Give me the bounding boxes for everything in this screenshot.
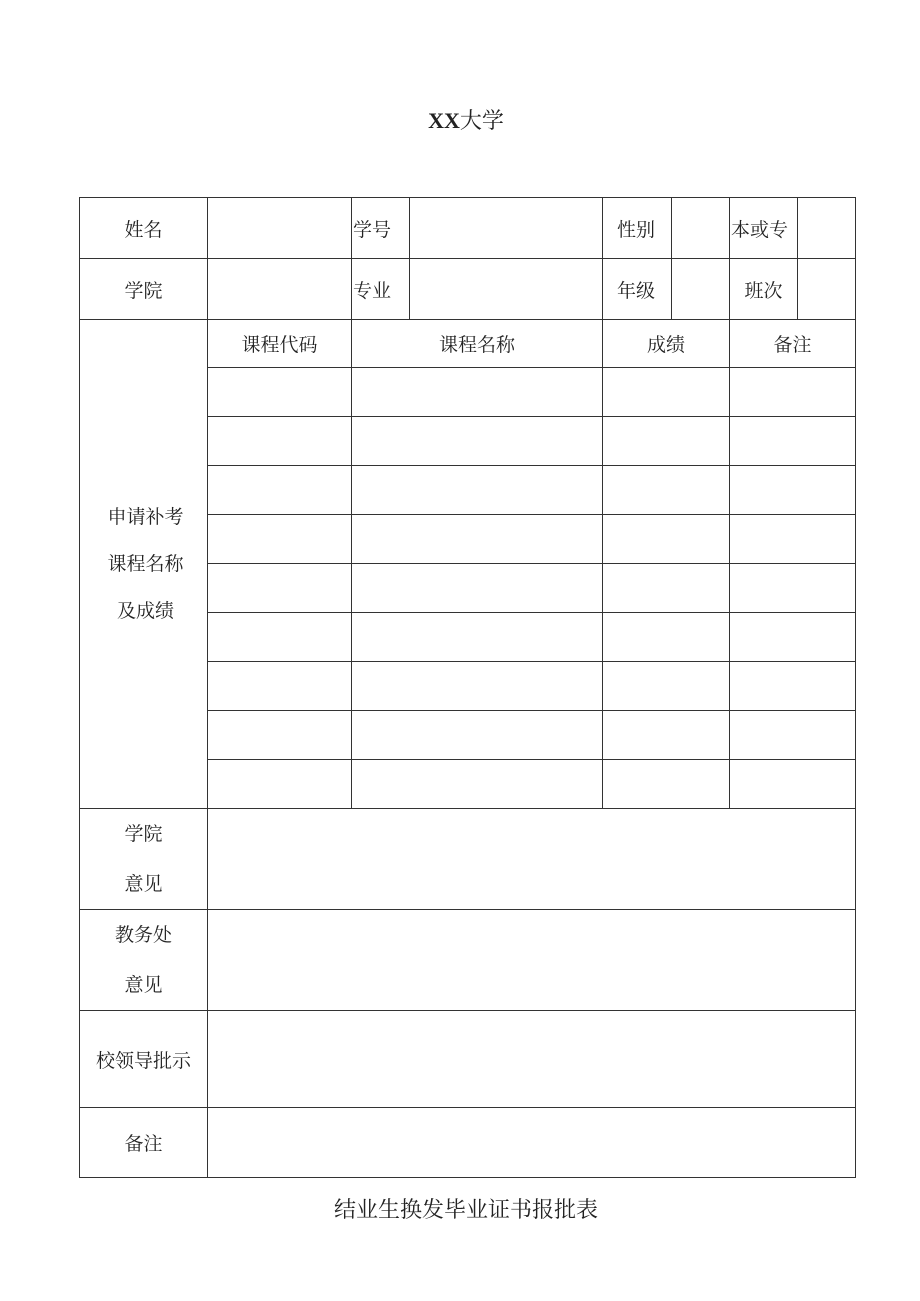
course-score-cell[interactable] bbox=[603, 466, 730, 515]
course-score-cell[interactable] bbox=[603, 368, 730, 417]
course-remark-cell[interactable] bbox=[730, 417, 856, 466]
info-row-2 bbox=[80, 259, 856, 320]
remarks-label: 备注 bbox=[80, 1108, 208, 1178]
page-title bbox=[0, 104, 920, 139]
college-opinion-row bbox=[80, 809, 856, 910]
degree-field[interactable] bbox=[798, 198, 856, 259]
info-row-1 bbox=[80, 198, 856, 259]
course-remark-cell[interactable] bbox=[730, 515, 856, 564]
course-score-cell[interactable] bbox=[603, 613, 730, 662]
student-id-field[interactable] bbox=[410, 198, 603, 259]
header-remarks: 备注 bbox=[730, 320, 856, 368]
course-code-cell[interactable] bbox=[208, 760, 352, 809]
form-title: 结业生换发毕业证书报批表 bbox=[333, 1198, 598, 1223]
college-opinion-field[interactable] bbox=[208, 809, 856, 910]
remarks-row bbox=[80, 1108, 856, 1178]
course-score-cell[interactable] bbox=[603, 564, 730, 613]
college-opinion-line: 意见 bbox=[124, 873, 163, 895]
academic-affairs-line: 意见 bbox=[124, 974, 163, 996]
college-opinion-line: 学院 bbox=[124, 823, 163, 845]
course-name-cell[interactable] bbox=[352, 466, 603, 515]
course-name-cell[interactable] bbox=[352, 515, 603, 564]
course-name-cell[interactable] bbox=[352, 417, 603, 466]
course-code-cell[interactable] bbox=[208, 368, 352, 417]
course-remark-cell[interactable] bbox=[730, 711, 856, 760]
course-name-cell[interactable] bbox=[352, 662, 603, 711]
course-section-line: 课程名称 bbox=[107, 552, 184, 575]
course-code-cell[interactable] bbox=[208, 515, 352, 564]
course-score-cell[interactable] bbox=[603, 515, 730, 564]
course-score-cell[interactable] bbox=[603, 711, 730, 760]
leader-approval-field[interactable] bbox=[208, 1011, 856, 1108]
leader-approval-row bbox=[80, 1011, 856, 1108]
college-label: 学院 bbox=[80, 259, 208, 320]
title-latin: XX bbox=[428, 108, 460, 133]
course-remark-cell[interactable] bbox=[730, 466, 856, 515]
student-id-label: 学号 bbox=[352, 198, 410, 259]
class-field[interactable] bbox=[798, 259, 856, 320]
class-label: 班次 bbox=[730, 259, 798, 320]
application-form-table bbox=[79, 197, 856, 1178]
course-remark-cell[interactable] bbox=[730, 662, 856, 711]
gender-label: 性别 bbox=[603, 198, 672, 259]
major-field[interactable] bbox=[410, 259, 603, 320]
degree-label: 本或专 bbox=[730, 198, 798, 259]
header-course-name: 课程名称 bbox=[352, 320, 603, 368]
course-header-row bbox=[80, 320, 856, 368]
header-score: 成绩 bbox=[603, 320, 730, 368]
academic-affairs-opinion-field[interactable] bbox=[208, 910, 856, 1011]
title-cjk: 大学 bbox=[459, 109, 504, 134]
academic-affairs-line: 教务处 bbox=[114, 924, 172, 946]
course-code-cell[interactable] bbox=[208, 466, 352, 515]
course-section-label bbox=[80, 320, 208, 809]
leader-approval-label: 校领导批示 bbox=[80, 1011, 208, 1108]
course-code-cell[interactable] bbox=[208, 613, 352, 662]
academic-affairs-opinion-label bbox=[80, 910, 208, 1011]
course-section-line: 申请补考 bbox=[107, 505, 184, 528]
course-code-cell[interactable] bbox=[208, 564, 352, 613]
grade-label: 年级 bbox=[603, 259, 672, 320]
course-remark-cell[interactable] bbox=[730, 368, 856, 417]
course-section-line: 及成绩 bbox=[116, 599, 174, 622]
course-remark-cell[interactable] bbox=[730, 760, 856, 809]
remarks-field[interactable] bbox=[208, 1108, 856, 1178]
course-code-cell[interactable] bbox=[208, 417, 352, 466]
course-name-cell[interactable] bbox=[352, 711, 603, 760]
header-course-code: 课程代码 bbox=[208, 320, 352, 368]
grade-field[interactable] bbox=[672, 259, 730, 320]
gender-field[interactable] bbox=[672, 198, 730, 259]
course-name-cell[interactable] bbox=[352, 613, 603, 662]
course-remark-cell[interactable] bbox=[730, 564, 856, 613]
course-score-cell[interactable] bbox=[603, 760, 730, 809]
academic-affairs-opinion-row bbox=[80, 910, 856, 1011]
course-name-cell[interactable] bbox=[352, 760, 603, 809]
course-remark-cell[interactable] bbox=[730, 613, 856, 662]
course-name-cell[interactable] bbox=[352, 564, 603, 613]
course-code-cell[interactable] bbox=[208, 662, 352, 711]
course-score-cell[interactable] bbox=[603, 662, 730, 711]
college-opinion-label bbox=[80, 809, 208, 910]
course-score-cell[interactable] bbox=[603, 417, 730, 466]
name-label: 姓名 bbox=[80, 198, 208, 259]
course-name-cell[interactable] bbox=[352, 368, 603, 417]
major-label: 专业 bbox=[352, 259, 410, 320]
college-field[interactable] bbox=[208, 259, 352, 320]
name-field[interactable] bbox=[208, 198, 352, 259]
course-code-cell[interactable] bbox=[208, 711, 352, 760]
